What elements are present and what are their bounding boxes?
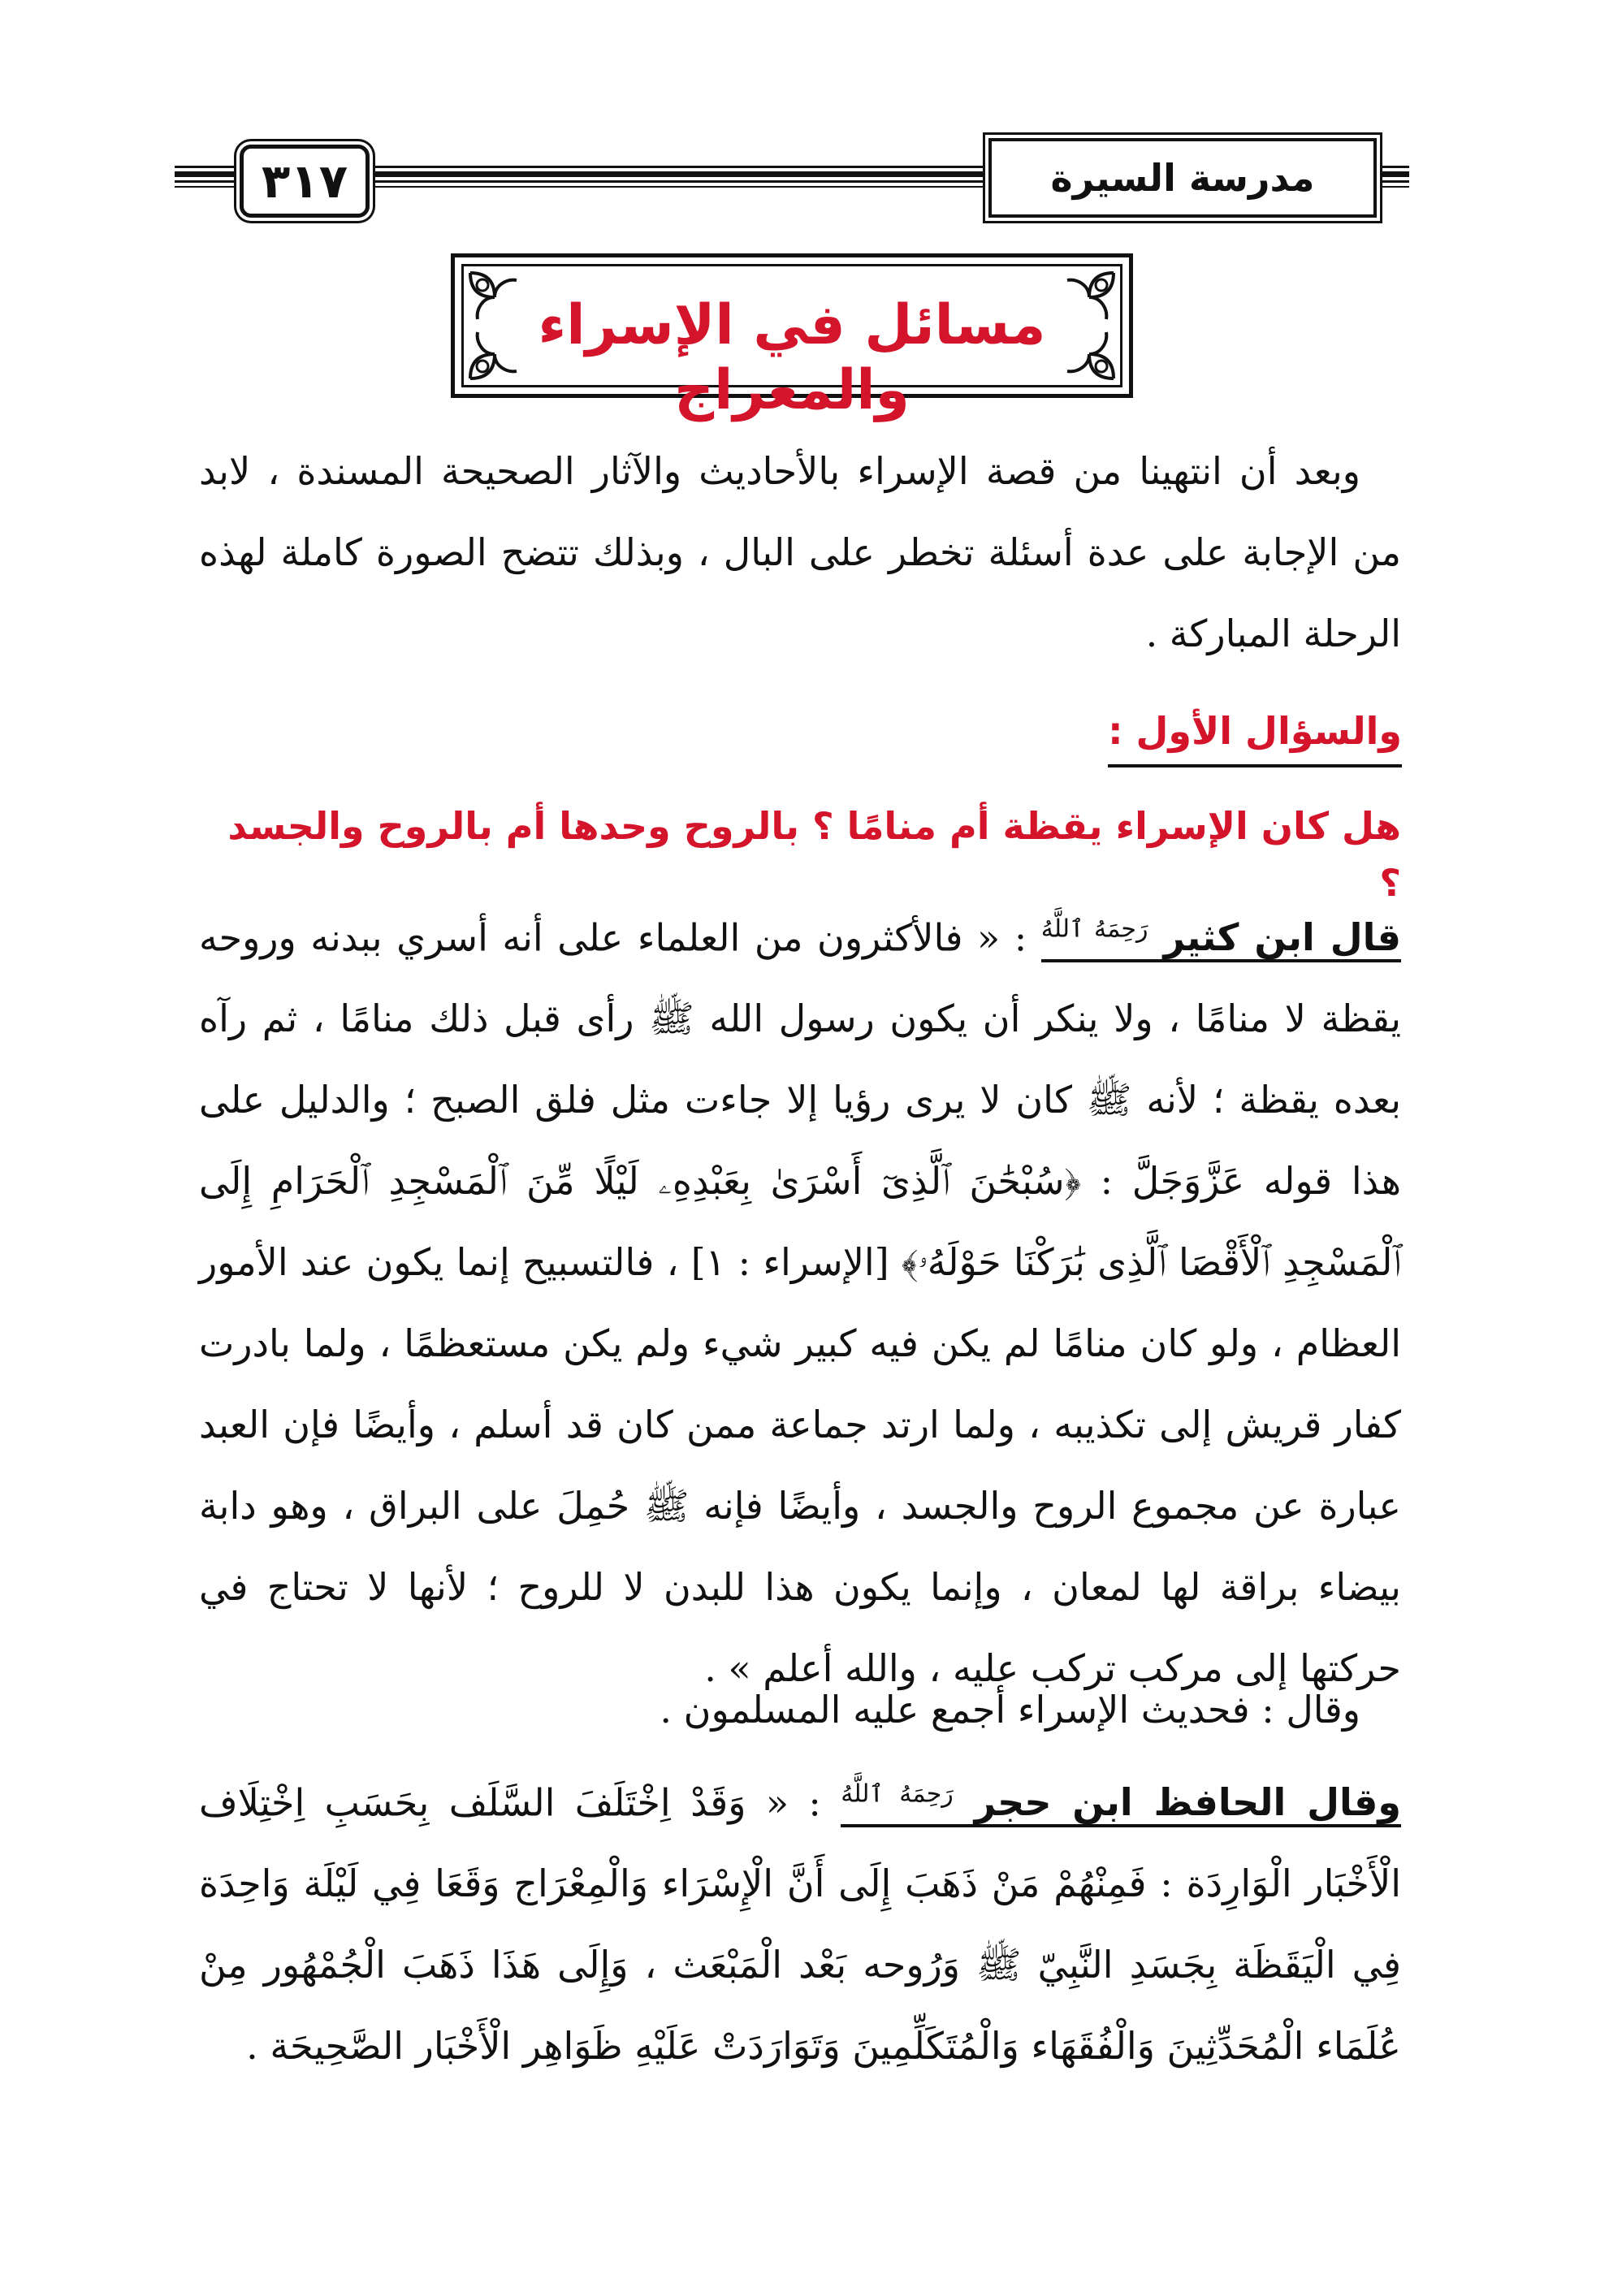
honorific: رَحِمَهُ ٱللَّهُ xyxy=(841,1780,954,1809)
running-header xyxy=(175,138,1409,219)
page-number-text: ٣١٧ xyxy=(261,153,348,209)
intro-paragraph xyxy=(199,430,1401,674)
quran-verse: ﴿سُبْحَٰنَ ٱلَّذِىٓ أَسْرَىٰ بِعَبْدِهِۦ لَيْلًا مِّنَ ٱلْمَسْجِدِ ٱلْحَرَامِ إِلَى ٱلْمَسْجِدِ ٱلْأَقْصَا ٱلَّذِى بَٰرَكْنَا حَوْلَهُۥ﴾ xyxy=(199,1159,1401,1285)
quote-text-part1: : « فالأكثرون من العلماء على أنه أسري ببدنه وروحه يقظة لا منامًا ، ولا ينكر أن يكون رسول الله ﷺ رأى قبل ذلك منامًا ، ثم رآه بعده يقظة ؛ لأنه ﷺ كان لا يرى رؤيا إلا جاءت مثل فلق الصبح ؛ والدليل على هذا قوله عَزَّوَجَلَّ : xyxy=(199,915,1402,1204)
quote-speaker xyxy=(841,1780,1401,1827)
page-number xyxy=(240,145,370,218)
speaker-name: قال ابن كثير xyxy=(1163,915,1402,960)
quote-text: : « وَقَدْ اِخْتَلَفَ السَّلَف بِحَسَبِ اِخْتِلَاف الْأَخْبَار الْوَارِدَة : فَمِنْهُمْ مَنْ ذَهَبَ إِلَى أَنَّ الْإِسْرَاء وَالْمِعْرَاج وَقَعَا فِي لَيْلَة وَاحِدَة فِي الْيَقَظَة بِجَسَدِ النَّبِيّ ﷺ وَرُوحه بَعْد الْمَبْعَث ، وَإِلَى هَذَا ذَهَبَ الْجُمْهُور مِنْ عُلَمَاء الْمُحَدِّثِينَ وَالْفُقَهَاء وَالْمُتَكَلِّمِينَ وَتَوَارَدَتْ عَلَيْهِ ظَوَاهِر الْأَخْبَار الصَّحِيحَة . xyxy=(199,1780,1401,2069)
followup-text: وقال : فحديث الإسراء أجمع عليه المسلمون . xyxy=(660,1688,1360,1732)
ibn-kathir-quote xyxy=(199,889,1401,1709)
intro-text: وبعد أن انتهينا من قصة الإسراء بالأحاديث والآثار الصحيحة المسندة ، لابد من الإجابة على عدة أسئلة تخطر على البال ، وبذلك تتضح الصورة كاملة لهذه الرحلة المباركة . xyxy=(199,449,1401,655)
chapter-title-frame xyxy=(451,253,1133,422)
book-title xyxy=(988,138,1377,218)
ibn-hajar-quote xyxy=(199,1754,1401,2086)
honorific: رَحِمَهُ ٱللَّهُ xyxy=(1040,915,1148,944)
chapter-title: مسائل في الإسراء والمعراج xyxy=(538,293,1046,422)
section-question: هل كان الإسراء يقظة أم منامًا ؟ بالروح وحدها أم بالروح والجسد ؟ xyxy=(227,804,1401,905)
quote-text-part2: ، فالتسبيح إنما يكون عند الأمور العظام ، ولو كان منامًا لم يكن فيه كبير شيء ولم يكن مستعظمًا ، ولما بادرت كفار قريش إلى تكذيبه ، ولما ارتد جماعة ممن كان قد أسلم ، وأيضًا فإن العبد عبارة عن مجموع الروح والجسد ، وأيضًا فإنه ﷺ حُمِلَ على البراق ، وهو دابة بيضاء براقة لها لمعان ، وإنما يكون هذا للبدن لا للروح ؛ لأنها لا تحتاج في حركتها إلى مركب تركب عليه ، والله أعلم » . xyxy=(199,1240,1401,1691)
followup-paragraph xyxy=(199,1669,1401,1750)
speaker-name: وقال الحافظ ابن حجر xyxy=(974,1780,1402,1825)
verse-citation: [الإسراء : ١] xyxy=(678,1240,902,1285)
section-label: والسؤال الأول : xyxy=(1108,703,1402,767)
book-title-text: مدرسة السيرة xyxy=(1050,156,1315,200)
quote-speaker xyxy=(1041,915,1401,962)
